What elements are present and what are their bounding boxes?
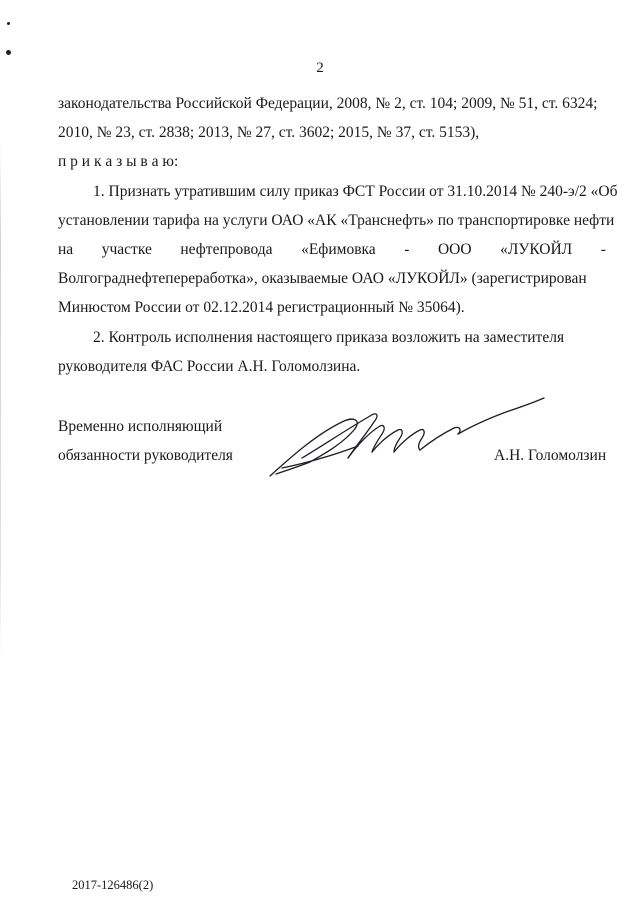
scan-speck <box>6 50 11 55</box>
word: на <box>58 241 74 258</box>
signatory-title-line-1: Временно исполняющий <box>58 418 223 435</box>
word: нефтепровода <box>180 241 273 258</box>
signatory-name: А.Н. Голомолзин <box>494 447 607 464</box>
word: - <box>600 241 606 258</box>
scan-speck <box>7 22 10 25</box>
word: участке <box>101 241 152 258</box>
handwritten-signature <box>262 386 552 486</box>
item1-line-1: 1. Признать утратившим силу приказ ФСТ России от 31.10.2014 № 240-э/2 «Об <box>93 183 618 200</box>
word: ООО <box>437 241 472 258</box>
item2-line-2: руководителя ФАС России А.Н. Голомолзина. <box>58 358 361 375</box>
word: «Ефимовка <box>301 241 376 258</box>
scan-edge-shadow <box>0 140 1 660</box>
intro-line-2: 2010, № 23, ст. 2838; 2013, № 27, ст. 3602; 2015, № 37, ст. 5153), <box>58 124 480 141</box>
word: - <box>404 241 410 258</box>
item1-line-2: установлении тарифа на услуги ОАО «АК «Транснефть» по транспортировке нефти <box>58 212 615 229</box>
item2-line-1: 2. Контроль исполнения настоящего приказа возложить на заместителя <box>93 329 565 346</box>
signatory-title-line-2: обязанности руководителя <box>58 447 233 464</box>
intro-line-1: законодательства Российской Федерации, 2008, № 2, ст. 104; 2009, № 51, ст. 6324; <box>58 95 598 112</box>
document-code: 2017-126486(2) <box>72 878 154 892</box>
item1-line-5: Минюстом России от 02.12.2014 регистрационный № 35064). <box>58 299 465 316</box>
page-number: 2 <box>316 60 324 76</box>
item1-line-4: Волгограднефтепереработка», оказываемые ОАО «ЛУКОЙЛ» (зарегистрирован <box>58 270 587 287</box>
word: «ЛУКОЙЛ <box>500 241 573 258</box>
item1-line-3 <box>58 235 606 264</box>
order-word: п р и к а з ы в а ю: <box>58 153 179 170</box>
